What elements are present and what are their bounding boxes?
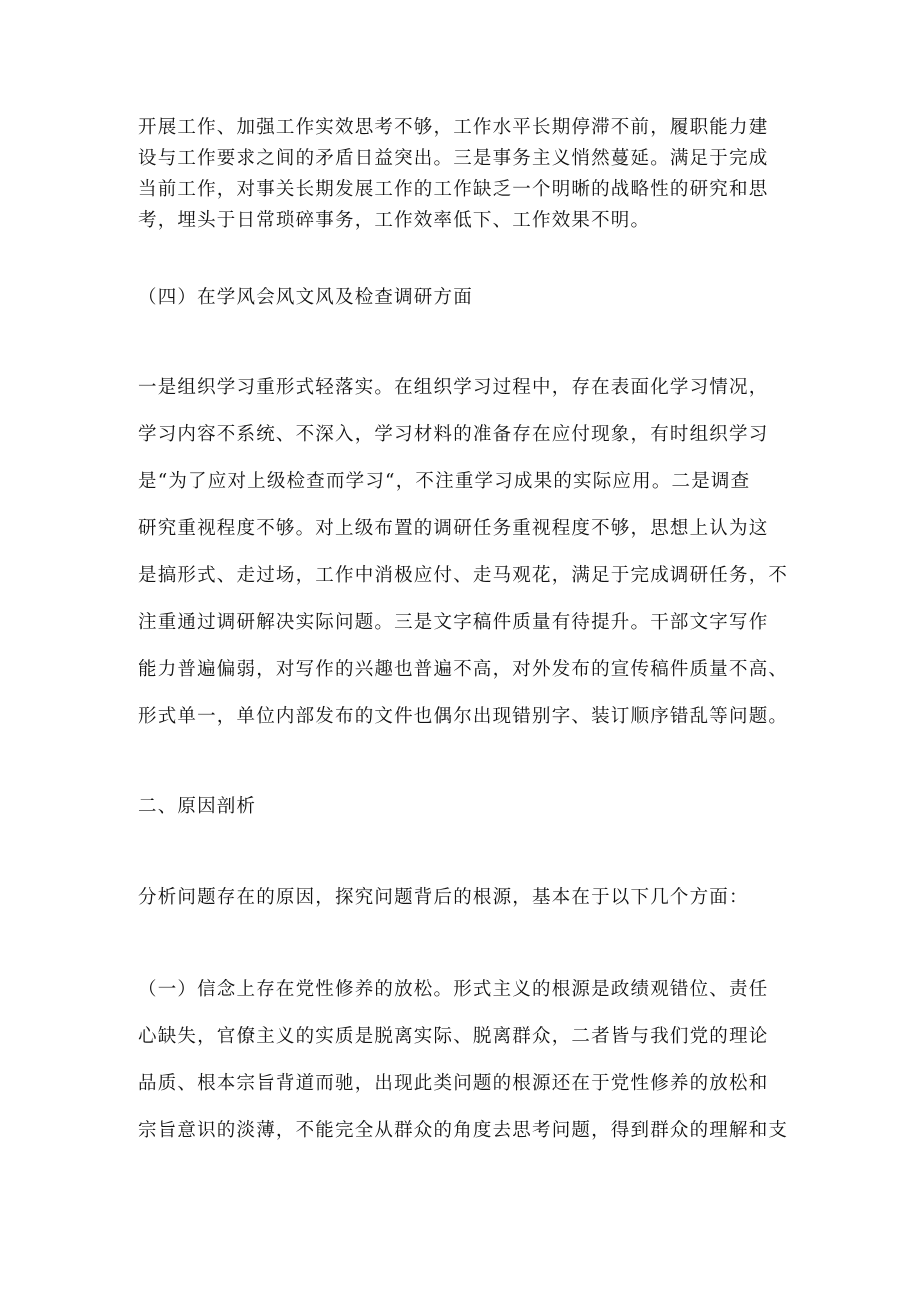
text-line: 能力普遍偏弱，对写作的兴趣也普遍不高，对外发布的宣传稿件质量不高、 bbox=[138, 659, 789, 680]
section-heading-4 bbox=[138, 282, 798, 313]
paragraph-study-issues bbox=[138, 372, 798, 748]
paragraph-continuation bbox=[138, 112, 798, 236]
text-line: 是“为了应对上级检查而学习“，不注重学习成果的实际应用。二是调查 bbox=[138, 471, 751, 492]
text-line: 开展工作、加强工作实效思考不够，工作水平长期停滞不前，履职能力建 bbox=[138, 117, 769, 138]
text-line: 设与工作要求之间的矛盾日益突出。三是事务主义悄然蔓延。满足于完成 bbox=[138, 148, 769, 169]
text-line: 学习内容不系统、不深入，学习材料的准备存在应付现象，有时组织学习 bbox=[138, 424, 769, 445]
paragraph-cause-1 bbox=[138, 974, 798, 1162]
text-line: 心缺失，官僚主义的实质是脱离实际、脱离群众，二者皆与我们党的理论 bbox=[138, 1026, 769, 1047]
text-line: 分析问题存在的原因，探究问题背后的根源，基本在于以下几个方面： bbox=[138, 887, 749, 908]
text-line: 宗旨意识的淡薄，不能完全从群众的角度去思考问题，得到群众的理解和支 bbox=[138, 1120, 789, 1141]
section-heading-cause bbox=[138, 791, 798, 822]
text-line: 研究重视程度不够。对上级布置的调研任务重视程度不够，思想上认为这 bbox=[138, 518, 769, 539]
heading-text: （四）在学风会风文风及检查调研方面 bbox=[138, 287, 473, 308]
text-line: 一是组织学习重形式轻落实。在组织学习过程中，存在表面化学习情况， bbox=[138, 377, 769, 398]
heading-text: 二、原因剖析 bbox=[138, 796, 257, 817]
text-line: 注重通过调研解决实际问题。三是文字稿件质量有待提升。干部文字写作 bbox=[138, 612, 769, 633]
paragraph-cause-intro bbox=[138, 882, 798, 913]
text-line: 品质、根本宗旨背道而驰，出现此类问题的根源还在于党性修养的放松和 bbox=[138, 1073, 769, 1094]
text-line: 当前工作，对事关长期发展工作的工作缺乏一个明晰的战略性的研究和思 bbox=[138, 179, 769, 200]
text-line: 形式单一，单位内部发布的文件也偶尔出现错别字、装订顺序错乱等问题。 bbox=[138, 706, 789, 727]
text-line: 考，埋头于日常琐碎事务，工作效率低下、工作效果不明。 bbox=[138, 210, 651, 231]
text-line: 是搞形式、走过场，工作中消极应付、走马观花，满足于完成调研任务，不 bbox=[138, 565, 789, 586]
text-line: （一）信念上存在党性修养的放松。形式主义的根源是政绩观错位、责任 bbox=[138, 979, 769, 1000]
